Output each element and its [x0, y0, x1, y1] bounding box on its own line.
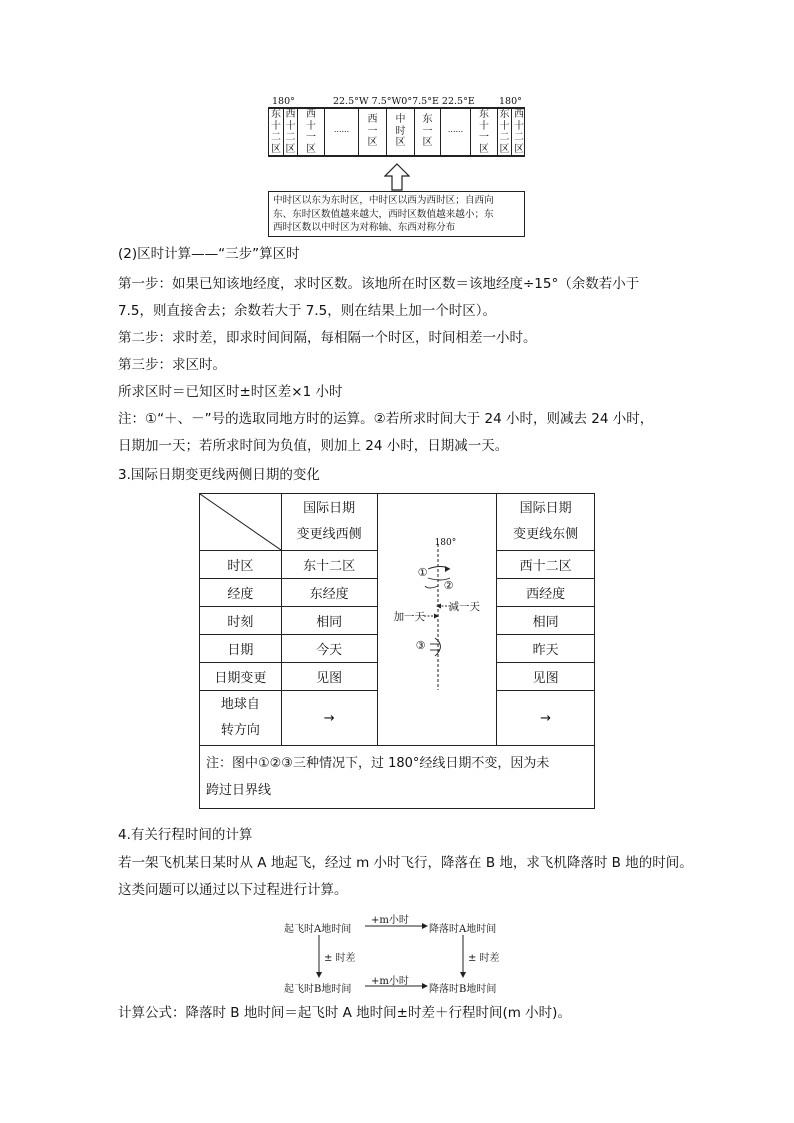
west-cell: 今天 — [281, 635, 377, 663]
timezone-cell-line: 十 — [479, 120, 489, 132]
timezone-cell-line: 区 — [514, 143, 524, 155]
case-2-mark: ② — [443, 579, 454, 592]
footnote-line1: 注：图中①②③三种情况下，过 180°经线日期不变，因为未 — [206, 756, 550, 771]
timezone-cell-label — [498, 109, 511, 155]
timezone-cell-line: 十 — [271, 120, 281, 132]
timezone-cell-line: 区 — [479, 143, 489, 155]
timezone-cell-line: 西 — [306, 109, 316, 120]
timezone-cell-line: 一 — [367, 125, 378, 137]
row-label: 经度 — [200, 579, 282, 607]
east-cell: 相同 — [497, 607, 595, 635]
timezone-cell — [387, 109, 415, 155]
timezone-cell-label — [359, 109, 386, 149]
section4-line1: 若一架飞机某日某时从 A 地起飞，经过 m 小时飞行，降落在 B 地，求飞机降落时 B 地的时间。 — [118, 855, 693, 871]
row-label: 时区 — [200, 551, 282, 579]
date-line-label: 180° — [434, 538, 457, 548]
up-arrow-icon — [384, 163, 410, 191]
section4-line2: 这类问题可以通过以下过程进行计算。 — [118, 882, 348, 898]
rotation-label — [200, 691, 282, 746]
timezone-note-line-3: 西时区数以中时区为对称轴、东西对称分布 — [273, 222, 456, 233]
section2-heading: (2)区时计算——“三步”算区时 — [118, 246, 300, 262]
east-side-header — [497, 494, 595, 551]
west-header-line2: 变更线西侧 — [296, 527, 362, 542]
section2-note-line1: 注：①“＋、－”号的选取同地方时的运算。②若所求时间大于 24 小时，则减去 24 小时， — [118, 411, 654, 427]
case-3-mark: ③ — [415, 639, 426, 652]
timezone-cell-line: 东 — [422, 114, 433, 125]
step1-line2: 7.5，则直接舍去；余数若大于 7.5，则在结果上加一个时区）。 — [118, 303, 496, 319]
timezone-cell — [269, 109, 284, 155]
timezone-cell-line: 区 — [499, 143, 510, 155]
timezone-cell-label — [471, 109, 497, 155]
timezone-cell-line: 一 — [422, 125, 433, 137]
west-cell: 相同 — [281, 607, 377, 635]
timezone-cell — [325, 109, 359, 155]
flow-bottom-arrow-label: +m小时 — [371, 976, 409, 987]
step2-text: 第二步：求时差，即求时间间隔，每相隔一个时区，时间相差一小时。 — [118, 330, 537, 346]
timezone-cell-line: 东 — [479, 109, 489, 120]
row-label: 日期变更 — [200, 663, 282, 691]
timezone-cell-label — [325, 109, 358, 136]
timezone-cell-label — [387, 109, 414, 149]
row-label: 时刻 — [200, 607, 282, 635]
timezone-cell-line: 东 — [271, 109, 281, 120]
rotation-label-line1: 地球自 — [220, 697, 260, 712]
timezone-cell — [512, 109, 526, 155]
flow-left-arrow-label: ± 时差 — [324, 953, 356, 964]
east-cell: 昨天 — [497, 635, 595, 663]
timezone-cell-line: 十 — [499, 120, 510, 132]
timezone-cell — [298, 109, 325, 155]
timezone-cell-line: 东 — [499, 109, 510, 120]
timezone-note-line-1: 中时区以东为东时区，中时区以西为西时区；自西向 — [273, 195, 494, 206]
longitude-label-left: 180° — [272, 96, 295, 107]
flow-bottom-left: 起飞时B地时间 — [284, 984, 352, 995]
flow-bottom-right: 降落时B地时间 — [429, 984, 497, 995]
subtract-day-label: 减一天 — [448, 601, 481, 613]
timezone-note-box — [268, 191, 525, 237]
timezone-cell-line: 二 — [271, 132, 281, 143]
rotation-label-line2: 转方向 — [220, 723, 260, 738]
rotation-east-arrow: → — [497, 691, 595, 746]
timezone-cell-line: 西 — [285, 109, 296, 120]
flow-top-left: 起飞时A地时间 — [284, 924, 352, 935]
timezone-cell-line: 中 — [395, 114, 406, 125]
east-cell: 西经度 — [497, 579, 595, 607]
timezone-cell — [471, 109, 498, 155]
timezone-cell-label — [284, 109, 297, 155]
section2-note-line2: 日期加一天；若所求时间为负值，则加上 24 小时，日期减一天。 — [118, 438, 509, 454]
date-line-table — [199, 493, 595, 809]
section3-heading: 3.国际日期变更线两侧日期的变化 — [118, 467, 320, 483]
timezone-cell — [284, 109, 298, 155]
table-corner-cell — [200, 494, 282, 551]
step3-text: 第三步：求区时。 — [118, 357, 226, 373]
timezone-cell-label — [415, 109, 440, 149]
flow-right-arrow-label: ± 时差 — [468, 953, 500, 964]
timezone-cell-line: ...... — [333, 125, 350, 134]
flow-arrows — [280, 905, 520, 995]
section4-formula: 计算公式：降落时 B 地时间＝起飞时 A 地时间±时差＋行程时间(m 小时)。 — [118, 1005, 571, 1021]
section4-heading: 4.有关行程时间的计算 — [118, 827, 253, 843]
step1-line1: 第一步：如果已知该地经度，求时区数。该地所在时区数＝该地经度÷15°（余数若小于 — [118, 276, 640, 292]
east-header-line1: 国际日期 — [519, 501, 572, 516]
east-cell: 见图 — [497, 663, 595, 691]
longitude-label-right: 180° — [499, 96, 522, 107]
row-label: 日期 — [200, 635, 282, 663]
timezone-cell — [498, 109, 512, 155]
west-cell: 东十二区 — [281, 551, 377, 579]
timezone-cell-line: 西 — [367, 114, 378, 125]
timezone-cell-line: 十 — [306, 120, 316, 132]
timezone-cell-label — [441, 109, 470, 136]
east-cell: 西十二区 — [497, 551, 595, 579]
add-day-label: 加一天 — [393, 611, 426, 623]
timezone-cell-line: 区 — [285, 143, 296, 155]
timezone-cell-label — [269, 109, 283, 155]
rotation-west-arrow: → — [281, 691, 377, 746]
west-cell: 见图 — [281, 663, 377, 691]
timezone-cell-line: 一 — [306, 132, 316, 143]
east-header-line2: 变更线东侧 — [513, 527, 579, 542]
flow-top-arrow-label: +m小时 — [371, 915, 409, 926]
timezone-cell-line: 二 — [285, 132, 296, 143]
flow-top-right: 降落时A地时间 — [429, 924, 497, 935]
case-1-mark: ① — [417, 566, 428, 579]
timezone-cell-line: 十 — [285, 120, 296, 132]
timezone-cell-line: 二 — [514, 132, 524, 143]
footnote-line2: 跨过日界线 — [206, 783, 272, 798]
date-line-diagram-cell — [377, 494, 497, 746]
timezone-cell-label — [298, 109, 324, 155]
timezone-cell-line: 二 — [499, 132, 510, 143]
timezone-cell-label — [512, 109, 526, 155]
timezone-cell-line: 区 — [367, 137, 378, 148]
table-footnote — [200, 746, 595, 809]
timezone-cell-line: 十 — [514, 120, 524, 132]
timezone-cell — [415, 109, 441, 155]
timezone-cell-line: 区 — [271, 143, 281, 155]
timezone-cell-line: 区 — [422, 137, 433, 148]
timezone-cell-line: ...... — [447, 125, 464, 134]
west-header-line1: 国际日期 — [303, 501, 356, 516]
timezone-cell-line: 区 — [395, 137, 406, 148]
west-side-header — [281, 494, 377, 551]
timezone-cell — [441, 109, 471, 155]
timezone-cell-line: 一 — [479, 132, 489, 143]
longitude-label-middle: 22.5°W 7.5°W0°7.5°E 22.5°E — [333, 96, 475, 107]
timezone-cell-line: 区 — [306, 143, 316, 155]
zone-time-formula: 所求区时＝已知区时±时区差×1 小时 — [118, 384, 343, 400]
timezone-cell-line: 西 — [514, 109, 524, 120]
timezone-cell — [359, 109, 387, 155]
west-cell: 东经度 — [281, 579, 377, 607]
timezone-cell-line: 时 — [395, 125, 406, 137]
diagonal-line — [200, 494, 281, 550]
timezone-note-line-2: 东、东时区数值越来越大，西时区数值越来越小；东 — [273, 208, 494, 220]
